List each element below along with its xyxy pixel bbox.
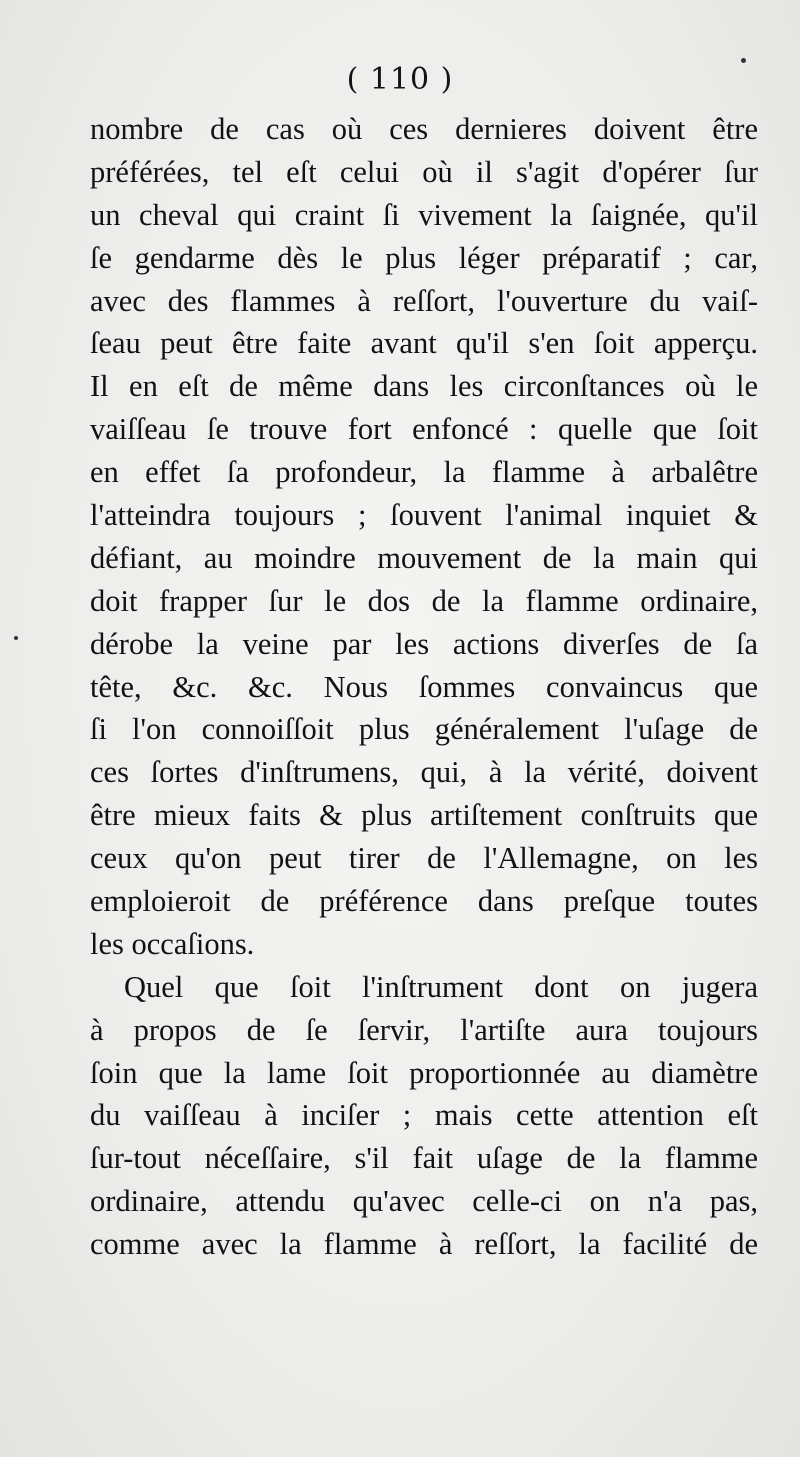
- text-line: ſoin que la lame ſoit proportionnée au diamètre: [90, 1055, 758, 1090]
- text-line: Il en eſt de même dans les circonſtances où le: [90, 369, 758, 404]
- text-line: les occaſions.: [90, 926, 255, 961]
- ink-speck: [741, 58, 746, 63]
- text-line: ſeau peut être faite avant qu'il s'en ſoit apperçu.: [90, 326, 758, 361]
- text-line: ordinaire, attendu qu'avec celle-ci on n'a pas,: [90, 1184, 758, 1219]
- text-line: un cheval qui craint ſi vivement la ſaignée, qu'il: [90, 197, 758, 232]
- text-line: vaiſſeau ſe trouve fort enfoncé : quelle que ſoit: [90, 412, 758, 447]
- text-line: ſi l'on connoiſſoit plus généralement l'uſage de: [90, 712, 758, 747]
- paragraph-2: [90, 966, 758, 1266]
- text-line: emploieroit de préférence dans preſque toutes: [90, 884, 758, 919]
- text-line: ces ſortes d'inſtrumens, qui, à la vérité, doivent: [90, 755, 758, 790]
- text-line: du vaiſſeau à inciſer ; mais cette attention eſt: [90, 1098, 758, 1133]
- text-line: avec des flammes à reſſort, l'ouverture du vaiſ-: [90, 283, 758, 318]
- text-line: préférées, tel eſt celui où il s'agit d'opérer ſur: [90, 154, 758, 189]
- text-line: être mieux faits & plus artiſtement conſtruits que: [90, 798, 758, 833]
- text-body: [90, 108, 758, 1266]
- text-line: ſe gendarme dès le plus léger préparatif ; car,: [90, 240, 758, 275]
- text-line: tête, &c. &c. Nous ſommes convaincus que: [90, 669, 758, 704]
- paragraph-1: [90, 108, 758, 966]
- text-line: en effet ſa profondeur, la flamme à arbalêtre: [90, 455, 758, 490]
- text-line: ceux qu'on peut tirer de l'Allemagne, on les: [90, 841, 758, 876]
- page-number: ( 110 ): [346, 62, 454, 97]
- text-line: ſur-tout néceſſaire, s'il fait uſage de la flamme: [90, 1141, 758, 1176]
- text-line: Quel que ſoit l'inſtrument dont on jugera: [124, 969, 758, 1004]
- text-line: défiant, au moindre mouvement de la main qui: [90, 540, 758, 575]
- text-line: doit frapper ſur le dos de la flamme ordinaire,: [90, 583, 758, 618]
- text-line: l'atteindra toujours ; ſouvent l'animal inquiet &: [90, 498, 758, 533]
- text-line: à propos de ſe ſervir, l'artiſte aura toujours: [90, 1012, 758, 1047]
- ink-speck: [14, 636, 18, 640]
- text-line: comme avec la flamme à reſſort, la facilité de: [90, 1227, 758, 1262]
- text-line: nombre de cas où ces dernieres doivent être: [90, 112, 758, 146]
- text-line: dérobe la veine par les actions diverſes de ſa: [90, 626, 758, 661]
